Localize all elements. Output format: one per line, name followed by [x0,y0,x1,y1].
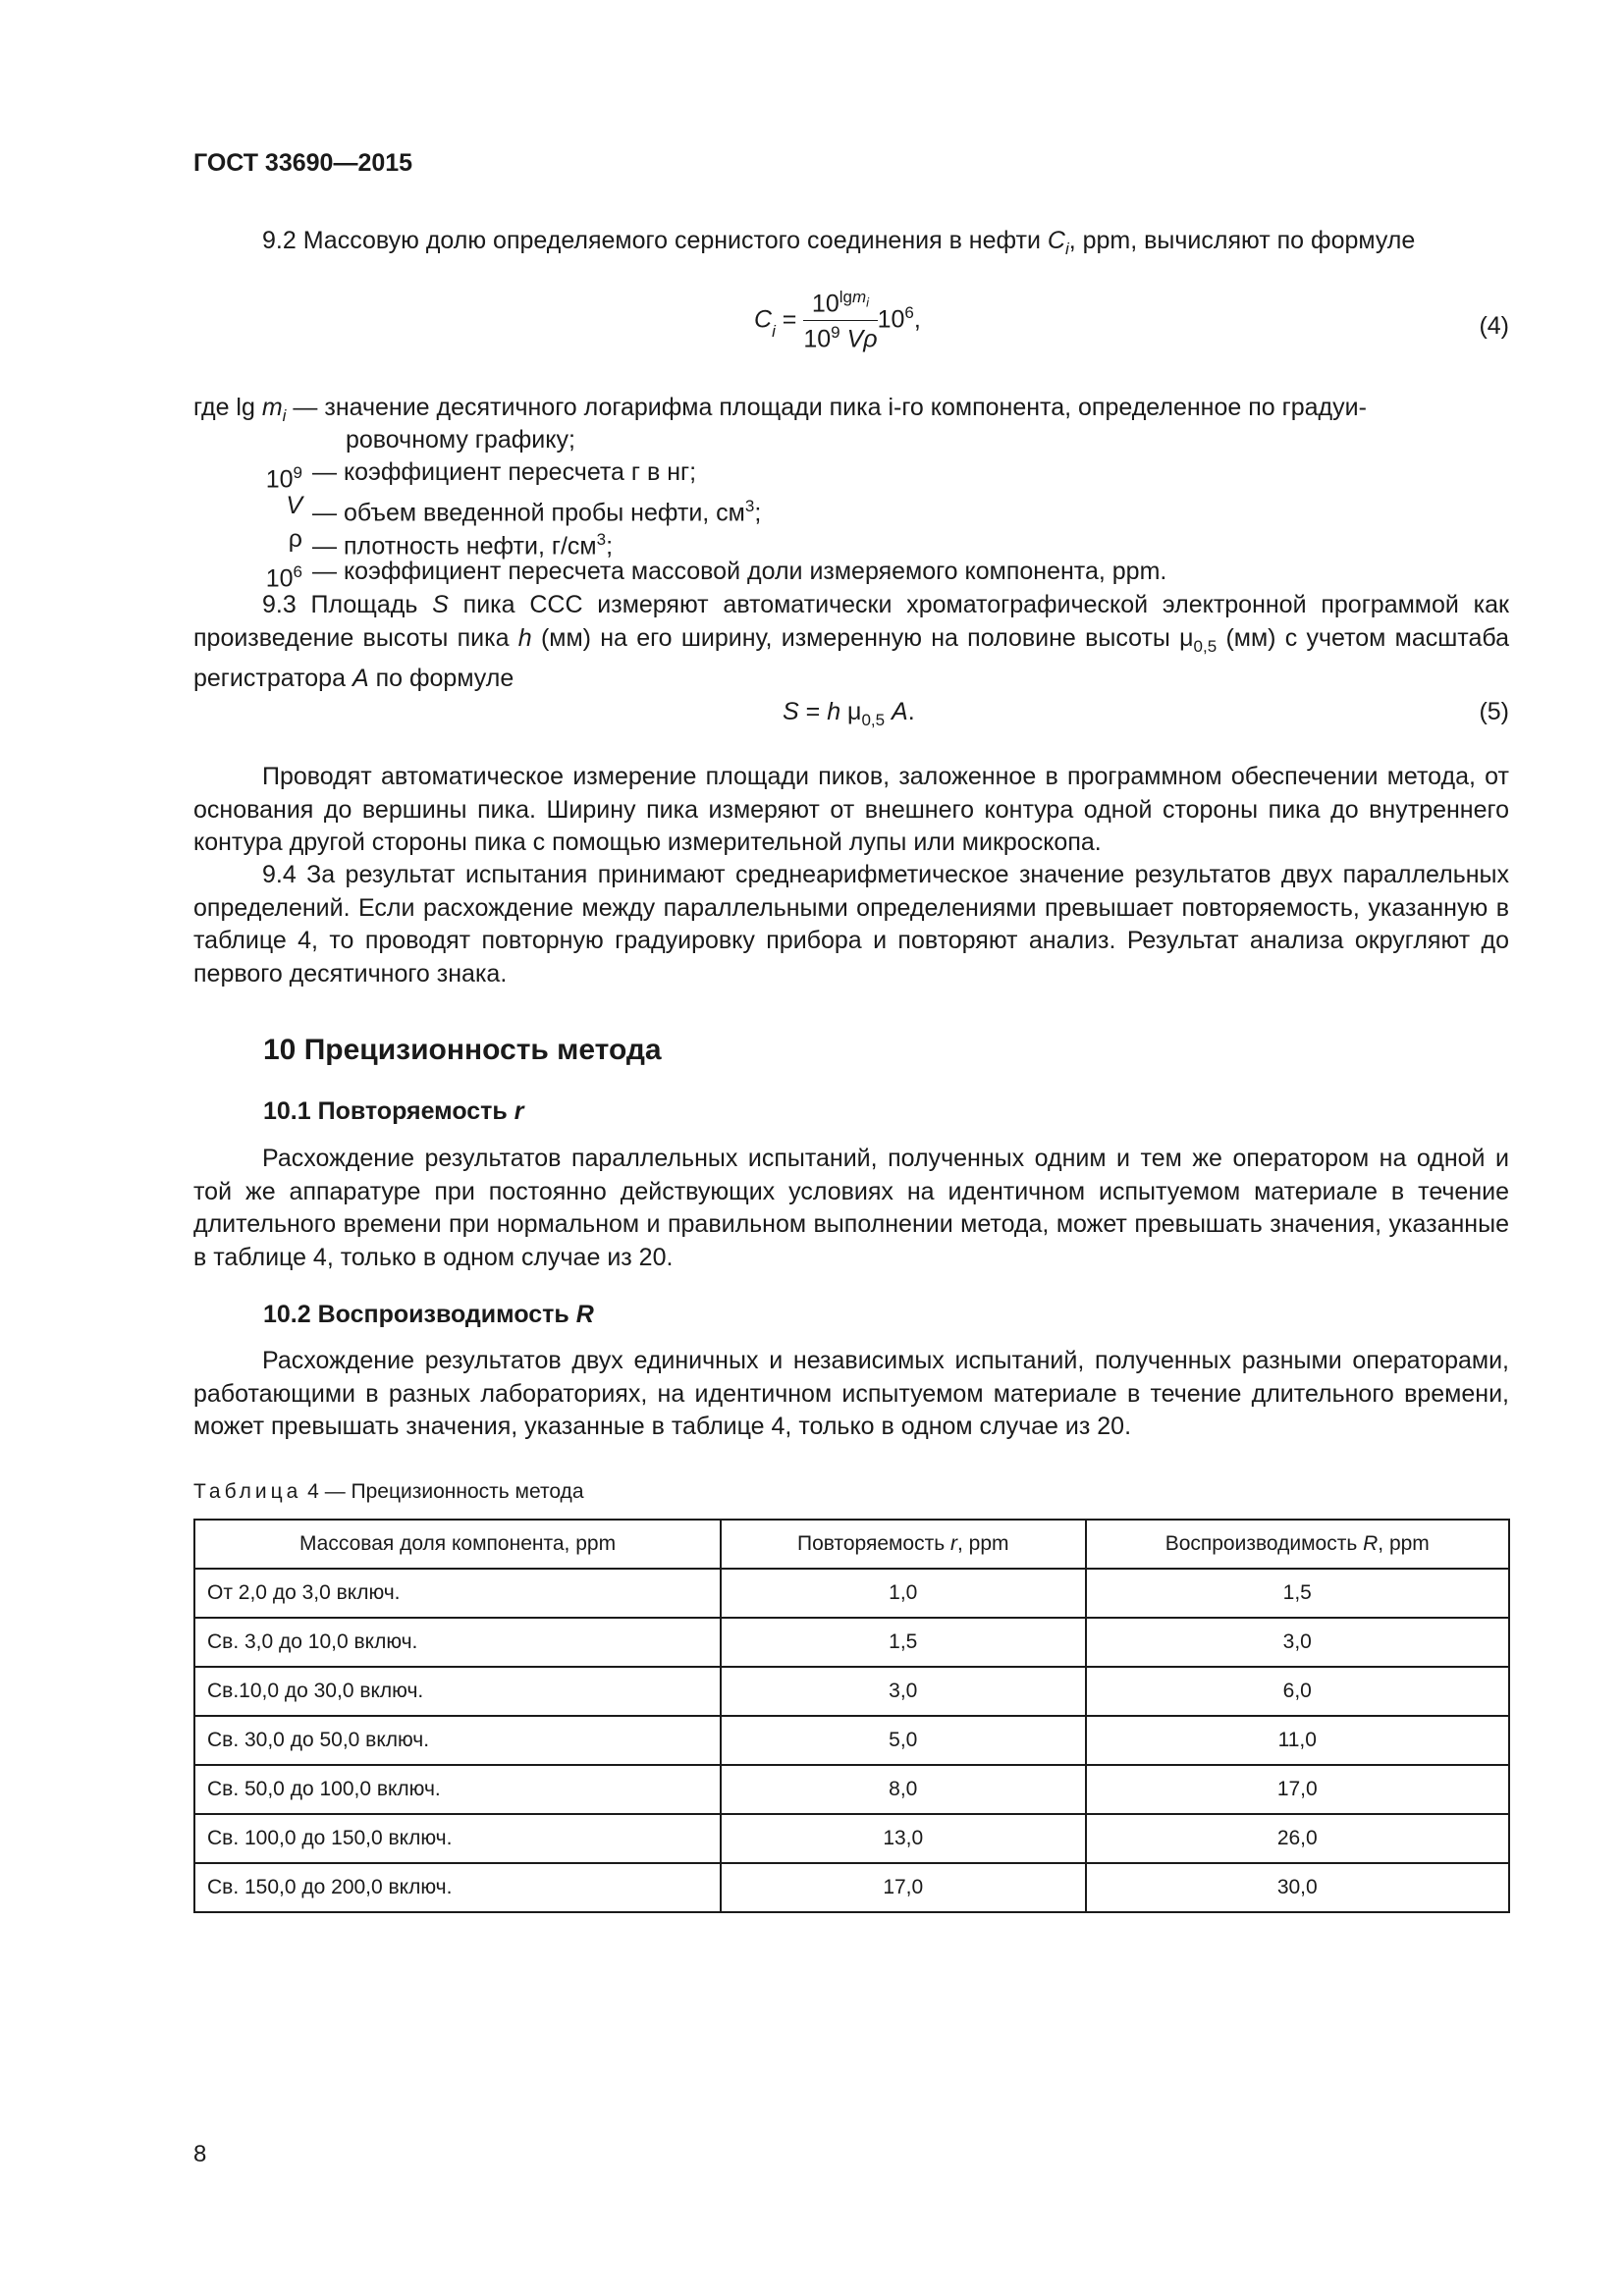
where-item-lg-mi-cont: ровочному графику; [346,426,575,454]
table-cell: 1,5 [1086,1569,1509,1618]
paragraph-measurement: Проводят автоматическое измерение площади пиков, заложенное в программном обеспечении метода, от основания до вершины пика. Ширину пика измеряют от внешнего контура одной стороны пика до внутреннего контура другой стороны пика с помощью измерительной лупы или микроскопа. [193,763,1509,857]
formula-4-fraction: $\frac{10^{lgm_i}}{10^9 V\rho}$ [803,288,878,353]
table-cell: 8,0 [721,1765,1086,1814]
table-4-caption: Таблица 4 — Прецизионность метода [193,1480,584,1503]
table-cell: Св. 150,0 до 200,0 включ. [194,1863,721,1912]
table-row [194,1618,1509,1667]
table-cell: 1,0 [721,1569,1086,1618]
where-item-lg-mi: где $\lg m_i$ — значение десятичного логарифма площади пика i-го компонента, определенное по градуи- [193,394,1367,425]
paragraph-9-3: 9.3 Площадь S пика ССС измеряют автоматически хроматографической электронной программой как произведение высоты пика h (мм) на его ширину, измеренную на половине высоты $\mu_{0,5}$ (мм) с учетом масштаба регистратора A по формуле [193,591,1509,693]
table-cell: 3,0 [1086,1618,1509,1667]
formula-5-number: (5) [1479,698,1509,725]
table-cell: 17,0 [721,1863,1086,1912]
table-row [194,1765,1509,1814]
table-cell: 13,0 [721,1814,1086,1863]
table-4 [193,1519,1510,1913]
table-header-cell: Воспроизводимость R, ppm [1086,1520,1509,1569]
table-header-cell: Повторяемость r, ppm [721,1520,1086,1569]
table-cell: Св. 30,0 до 50,0 включ. [194,1716,721,1765]
formula-4: $C_i$ = $\frac{10^{lgm_i}}{10^9 V\rho}$ $10^6$, [754,288,921,353]
table-row [194,1863,1509,1912]
table-row [194,1667,1509,1716]
table-cell: От 2,0 до 3,0 включ. [194,1569,721,1618]
document-page: ГОСТ 33690—2015 9.2 Массовую долю определяемого сернистого соединения в нефти $C_i$, ppm, вычисляют по формуле $C_i$ = $\frac{10^{lgm_i}}{10^9 V\rho}$ $10^6$, (4) где $\lg m_i$ — значение десятичного логарифма площади пика i-го компонента, определенное по градуи- ровочному графику; $10^9$ — коэффициент пересчета г в нг; V — объем введенной пробы нефти, $см^3$; ρ — плотность нефти, $г/см^3$; $10^6$ — коэффициент пересчета массовой доли измеряемого компонента, ppm. 9.3 Площадь S пика ССС измеряют автоматически хроматографической электронной программой как произведение высоты пика h (мм) на его ширину, измеренную на половине высоты $\mu_{0,5}$ (мм) с учетом масштаба регистратора A по формуле S = h $\mu_{0,5}$ A. (5) Проводят автоматическое измерение площади пиков, заложенное в программном обеспечении метода, от основания до вершины пика. Ширину пика измеряют от внешнего контура одной стороны пика до внутреннего контура другой стороны пика с помощью измерительной лупы или микроскопа. 9.4 За результат испытания принимают среднеарифметическое значение результатов двух параллельных определений. Если расхождение между параллельными определениями превышает повторяемость, указанную в таблице 4, то проводят повторную градуировку прибора и повторяют анализ. Результат анализа округляют до первого десятичного знака. 10 Прецизионность метода 10.1 Повторяемость r Расхождение результатов параллельных испытаний, полученных одним и тем же оператором на одной и той же аппаратуре при постоянно действующих условиях на идентичном испытуемом материале в течение длительного времени при нормальном и правильном выполнении метода, может превышать значения, указанные в таблице 4, только в одном случае из 20. 10.2 Воспроизводимость R Расхождение результатов двух единичных и независимых испытаний, полученных разными операторами, работающими в разных лабораториях, на идентичном испытуемом материале в течение длительного времени, может превышать значения, указанные в таблице 4, только в одном случае из 20. Таблица 4 — Прецизионность метода Массовая доля компонента, ppm Повторяемость r, ppm Воспроизводимость R, ppm От 2,0 до 3,0 включ. 1,0 1,5 Св. 3,0 до 10,0 включ. 1,5 3,0 Св.10,0 до 30,0 включ. 3,0 6,0 Св. 30,0 до 50,0 включ. 5,0 11,0 Св. 50,0 до 100,0 включ. 8,0 17,0 Св. 100,0 до 150,0 включ. 13,0 26,0 Св. 150,0 до 200,0 включ. 17,0 30,0 8 [193,149,1509,2167]
table-row [194,1569,1509,1618]
table-cell: 30,0 [1086,1863,1509,1912]
table-cell: 1,5 [721,1618,1086,1667]
table-cell: 3,0 [721,1667,1086,1716]
table-cell: Св.10,0 до 30,0 включ. [194,1667,721,1716]
section-10-2-title: 10.2 Воспроизводимость R [263,1301,594,1328]
table-cell: 26,0 [1086,1814,1509,1863]
document-header: ГОСТ 33690—2015 [193,149,413,177]
table-cell: 5,0 [721,1716,1086,1765]
page-number: 8 [193,2141,207,2167]
table-cell: 11,0 [1086,1716,1509,1765]
paragraph-9-2: 9.2 Массовую долю определяемого сернистого соединения в нефти $C_i$, ppm, вычисляют по формуле [262,227,1416,258]
table-header-cell: Массовая доля компонента, ppm [194,1520,721,1569]
formula-5: S = h $\mu_{0,5}$ A. [783,698,915,729]
table-row [194,1814,1509,1863]
table-cell: 6,0 [1086,1667,1509,1716]
formula-4-number: (4) [1479,312,1509,340]
paragraph-9-4: 9.4 За результат испытания принимают среднеарифметическое значение результатов двух параллельных определений. Если расхождение между параллельными определениями превышает повторяемость, указанную в таблице 4, то проводят повторную градуировку прибора и повторяют анализ. Результат анализа округляют до первого десятичного знака. [193,861,1509,988]
table-cell: 17,0 [1086,1765,1509,1814]
table-cell: Св. 100,0 до 150,0 включ. [194,1814,721,1863]
paragraph-10-2: Расхождение результатов двух единичных и независимых испытаний, полученных разными операторами, работающими в разных лабораториях, на идентичном испытуемом материале в течение длительного времени, может превышать значения, указанные в таблице 4, только в одном случае из 20. [193,1347,1509,1441]
section-10-title: 10 Прецизионность метода [263,1034,662,1066]
table-cell: Св. 3,0 до 10,0 включ. [194,1618,721,1667]
paragraph-10-1: Расхождение результатов параллельных испытаний, полученных одним и тем же оператором на одной и той же аппаратуре при постоянно действующих условиях на идентичном испытуемом материале в течение длительного времени при нормальном и правильном выполнении метода, может превышать значения, указанные в таблице 4, только в одном случае из 20. [193,1145,1509,1271]
section-10-1-title: 10.1 Повторяемость r [263,1097,524,1125]
table-row [194,1716,1509,1765]
table-cell: Св. 50,0 до 100,0 включ. [194,1765,721,1814]
table-header-row [194,1520,1509,1569]
